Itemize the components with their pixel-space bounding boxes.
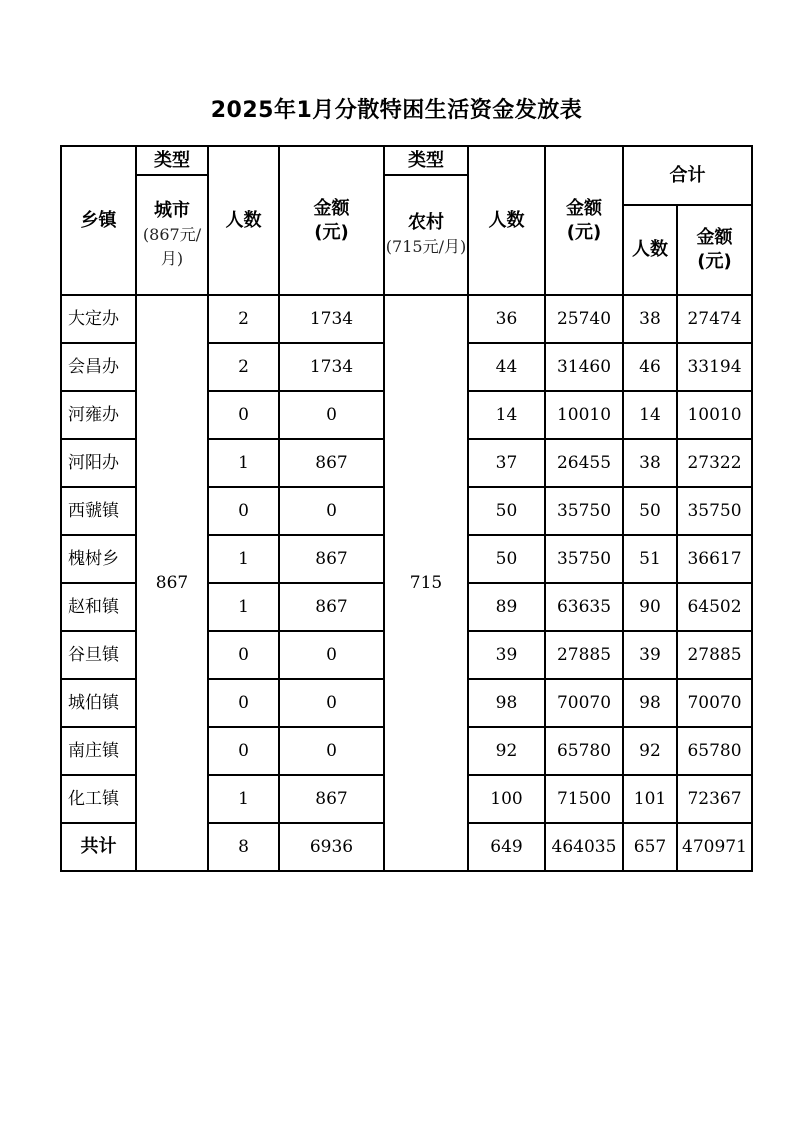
- rural-count-cell: 100: [468, 775, 545, 823]
- urban-amount-cell: 0: [279, 391, 384, 439]
- urban-count-cell: 1: [208, 535, 279, 583]
- urban-count-cell: 0: [208, 727, 279, 775]
- urban-count-cell: 1: [208, 439, 279, 487]
- rural-amount-cell: 65780: [545, 727, 623, 775]
- rural-count-cell: 39: [468, 631, 545, 679]
- urban-count-cell: 0: [208, 679, 279, 727]
- header-rural: 农村 (715元/月): [384, 175, 468, 295]
- urban-count-cell: 0: [208, 391, 279, 439]
- header-type-rural: 类型: [384, 146, 468, 175]
- urban-amount-cell: 867: [279, 775, 384, 823]
- rural-count-cell: 50: [468, 535, 545, 583]
- total-count-cell: 46: [623, 343, 677, 391]
- township-name: 槐树乡: [61, 535, 136, 583]
- total-count-cell: 90: [623, 583, 677, 631]
- totals-total-count: 657: [623, 823, 677, 871]
- total-amount-cell: 35750: [677, 487, 752, 535]
- total-amount-cell: 36617: [677, 535, 752, 583]
- total-amount-cell: 27474: [677, 295, 752, 343]
- totals-rural-count: 649: [468, 823, 545, 871]
- urban-amount-cell: 867: [279, 583, 384, 631]
- township-name: 河雍办: [61, 391, 136, 439]
- header-rural-count: 人数: [468, 146, 545, 295]
- header-township: 乡镇: [61, 146, 136, 295]
- header-urban: 城市 (867元/月): [136, 175, 208, 295]
- table-row: [61, 295, 752, 343]
- totals-urban-count: 8: [208, 823, 279, 871]
- township-name: 南庄镇: [61, 727, 136, 775]
- urban-amount-cell: 867: [279, 535, 384, 583]
- total-amount-cell: 27322: [677, 439, 752, 487]
- rural-count-cell: 37: [468, 439, 545, 487]
- rural-count-cell: 14: [468, 391, 545, 439]
- township-name: 河阳办: [61, 439, 136, 487]
- rural-amount-cell: 70070: [545, 679, 623, 727]
- rural-count-cell: 50: [468, 487, 545, 535]
- total-count-cell: 50: [623, 487, 677, 535]
- total-count-cell: 39: [623, 631, 677, 679]
- urban-amount-cell: 0: [279, 487, 384, 535]
- page-title: 2025年1月分散特困生活资金发放表: [210, 98, 583, 123]
- township-name: 谷旦镇: [61, 631, 136, 679]
- total-amount-cell: 72367: [677, 775, 752, 823]
- rural-count-cell: 36: [468, 295, 545, 343]
- header-urban-amount: 金额 (元): [279, 146, 384, 295]
- township-name: 赵和镇: [61, 583, 136, 631]
- header-total-amount: 金额 (元): [677, 205, 752, 295]
- township-name: 城伯镇: [61, 679, 136, 727]
- urban-count-cell: 1: [208, 775, 279, 823]
- header-rural-amount: 金额 (元): [545, 146, 623, 295]
- township-name: 大定办: [61, 295, 136, 343]
- urban-count-cell: 2: [208, 343, 279, 391]
- rural-standard-cell: 715: [384, 295, 468, 871]
- total-count-cell: 38: [623, 439, 677, 487]
- rural-count-cell: 92: [468, 727, 545, 775]
- rural-amount-cell: 71500: [545, 775, 623, 823]
- header-urban-count: 人数: [208, 146, 279, 295]
- total-count-cell: 51: [623, 535, 677, 583]
- rural-count-cell: 89: [468, 583, 545, 631]
- header-type-urban: 类型: [136, 146, 208, 175]
- total-count-cell: 98: [623, 679, 677, 727]
- header-total: 合计: [623, 146, 752, 205]
- township-name: 西虢镇: [61, 487, 136, 535]
- urban-count-cell: 0: [208, 487, 279, 535]
- totals-label: 共计: [61, 823, 136, 871]
- urban-amount-cell: 0: [279, 727, 384, 775]
- urban-amount-cell: 867: [279, 439, 384, 487]
- urban-amount-cell: 1734: [279, 343, 384, 391]
- rural-count-cell: 98: [468, 679, 545, 727]
- total-amount-cell: 27885: [677, 631, 752, 679]
- total-amount-cell: 65780: [677, 727, 752, 775]
- urban-count-cell: 0: [208, 631, 279, 679]
- rural-amount-cell: 27885: [545, 631, 623, 679]
- rural-amount-cell: 35750: [545, 535, 623, 583]
- total-count-cell: 92: [623, 727, 677, 775]
- total-count-cell: 38: [623, 295, 677, 343]
- rural-count-cell: 44: [468, 343, 545, 391]
- total-amount-cell: 64502: [677, 583, 752, 631]
- grant-table: [60, 145, 753, 872]
- rural-amount-cell: 26455: [545, 439, 623, 487]
- total-amount-cell: 33194: [677, 343, 752, 391]
- total-amount-cell: 10010: [677, 391, 752, 439]
- total-amount-cell: 70070: [677, 679, 752, 727]
- rural-amount-cell: 25740: [545, 295, 623, 343]
- totals-urban-amount: 6936: [279, 823, 384, 871]
- total-count-cell: 14: [623, 391, 677, 439]
- total-count-cell: 101: [623, 775, 677, 823]
- totals-rural-amount: 464035: [545, 823, 623, 871]
- urban-count-cell: 2: [208, 295, 279, 343]
- rural-amount-cell: 63635: [545, 583, 623, 631]
- township-name: 化工镇: [61, 775, 136, 823]
- rural-amount-cell: 31460: [545, 343, 623, 391]
- totals-total-amount: 470971: [677, 823, 752, 871]
- header-total-count: 人数: [623, 205, 677, 295]
- urban-standard-cell: 867: [136, 295, 208, 871]
- rural-amount-cell: 10010: [545, 391, 623, 439]
- urban-amount-cell: 0: [279, 631, 384, 679]
- urban-amount-cell: 1734: [279, 295, 384, 343]
- rural-amount-cell: 35750: [545, 487, 623, 535]
- township-name: 会昌办: [61, 343, 136, 391]
- urban-amount-cell: 0: [279, 679, 384, 727]
- urban-count-cell: 1: [208, 583, 279, 631]
